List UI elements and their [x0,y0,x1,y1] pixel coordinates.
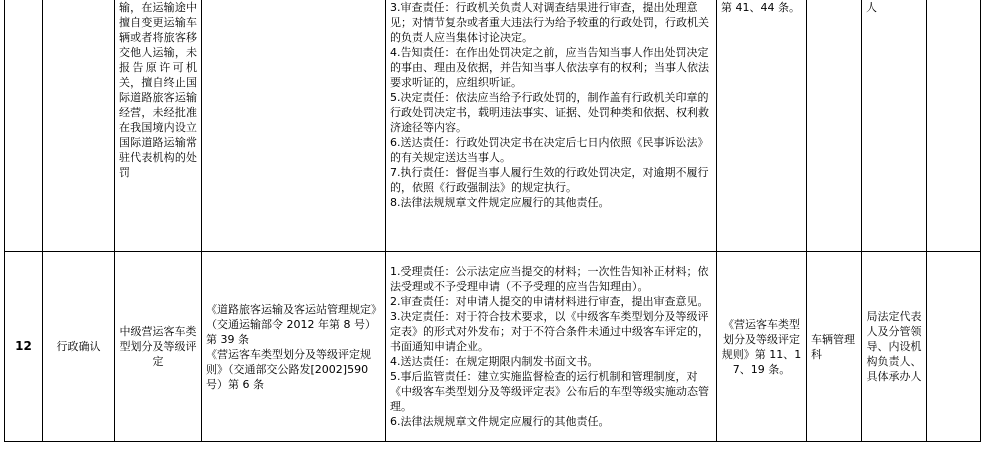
row-item-name: 中级营运客车类型划分及等级评定 [115,252,202,442]
responsibility-item: 8.法律法规规章文件规定应履行的其他责任。 [390,196,610,209]
responsibility-item: 7.执行责任：督促当事人履行生效的行政处罚决定，对逾期不履行的，依照《行政强制法》的规定执行。 [390,166,709,194]
row-responsibility-basis: 第 41、44 条。 [717,0,807,252]
responsibility-item: 6.送达责任：行政处罚决定书在决定后七日内依照《民事诉讼法》的有关规定送达当事人。 [390,136,709,164]
row-responsibility-basis: 《营运客车类型划分及等级评定规则》第 11、17、19 条。 [717,252,807,442]
responsibility-item: 6.法律法规规章文件规定应履行的其他责任。 [390,415,610,428]
row-department: 车辆管理科 [807,252,862,442]
responsibility-item: 4.告知责任：在作出处罚决定之前，应当告知当事人作出处罚决定的事由、理由及依据，并告知当事人依法享有的权利；当事人依法要求听证的，应组织听证。 [390,46,709,89]
responsibility-item: 5.决定责任：依法应当给予行政处罚的，制作盖有行政机关印章的行政处罚决定书，载明违法事实、证据、处罚种类和依据、权利救济途径等内容。 [390,91,709,134]
row-department [807,0,862,252]
responsibility-item: 5.事后监管责任：建立实施监督检查的运行机制和管理制度，对《中级客车类型划分及等级评定表》公布后的车型等级实施动态管理。 [390,370,709,413]
row-note [927,252,981,442]
table-row [5,0,981,252]
row-responsibilities [386,252,717,442]
responsibility-item: 3.决定责任：对于符合技术要求，以《中级客车类型划分及等级评定表》的形式对外发布；对于不符合条件未通过中级客车评定的，书面通知申请企业。 [390,310,709,353]
row-legal-basis [202,252,386,442]
responsibility-item: 3.审查责任：行政机关负责人对调查结果进行审查，提出处理意见；对情节复杂或者重大违法行为给予较重的行政处罚，行政机关的负责人应当集体讨论决定。 [390,1,709,44]
row-legal-basis [202,0,386,252]
row-responsibilities [386,0,717,252]
authority-table [4,0,981,442]
row-item-name: 输，在运输途中擅自变更运输车辆或者将旅客移交他人运输，未报告原许可机关，擅自终止国际道路旅客运输经营，未经批准在我国境内设立国际道路运输常驻代表机构的处罚 [115,0,202,252]
row-number: 12 [5,252,43,442]
row-subject: 人 [862,0,927,252]
row-number [5,0,43,252]
row-note [927,0,981,252]
responsibility-item: 1.受理责任：公示法定应当提交的材料；一次性告知补正材料；依法受理或不予受理申请（不予受理的应当告知理由）。 [390,265,709,293]
row-subject: 局法定代表人及分管领导、内设机构负责人、具体承办人 [862,252,927,442]
legal-basis-item: 《营运客车类型划分及等级评定规则》（交通部交公路发[2002]590 号）第 6 条 [206,347,371,391]
legal-basis-item: 《道路旅客运输及客运站管理规定》（交通运输部令 2012 年第 8 号）第 39 条 [206,302,377,346]
table-row [5,252,981,442]
responsibility-item: 4.送达责任：在规定期限内制发书面文书。 [390,355,599,368]
responsibility-item: 2.审查责任：对申请人提交的申请材料进行审查，提出审查意见。 [390,295,709,308]
row-category [43,0,115,252]
row-category: 行政确认 [43,252,115,442]
